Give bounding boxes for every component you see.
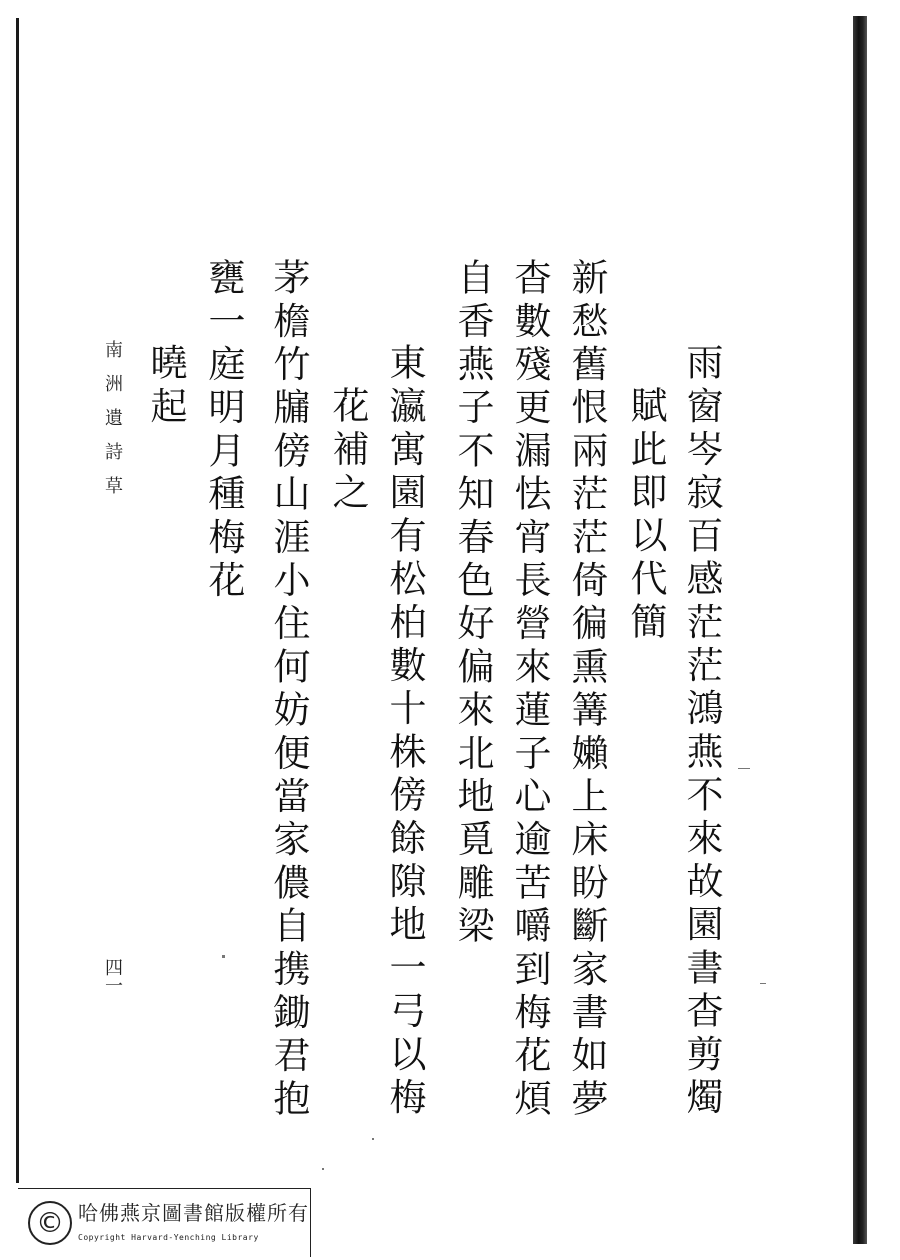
copyright-english: Copyright Harvard-Yenching Library	[78, 1233, 259, 1242]
text-column-9: 甕一庭明月種梅花	[202, 258, 245, 604]
text-column-1: 雨窗岑寂百感茫茫鴻燕不來故園書杳剪燭	[680, 343, 723, 1121]
copyright-watermark	[18, 1188, 311, 1257]
text-column-2: 賦此即以代簡	[624, 386, 667, 646]
text-column-10: 曉起	[144, 343, 187, 430]
scan-speck	[372, 1138, 374, 1140]
running-title: 南洲遺詩草	[102, 340, 123, 510]
text-column-6: 東瀛寓園有松柏數十株傍餘隙地一弓以梅	[383, 343, 426, 1121]
copyright-symbol: ©	[28, 1201, 72, 1245]
page-number: 四一	[102, 958, 123, 994]
scan-speck	[760, 983, 766, 984]
text-column-5: 自香燕子不知春色好偏來北地覓雕梁	[451, 258, 494, 950]
scan-speck	[738, 768, 750, 769]
copyright-text: 哈佛燕京圖書館版權所有	[78, 1201, 309, 1225]
text-column-7: 花補之	[326, 386, 369, 516]
scan-speck	[322, 1168, 324, 1170]
text-column-8: 茅檐竹牖傍山涯小住何妨便當家儂自携鋤君抱	[267, 258, 310, 1122]
text-column-3: 新愁舊恨兩茫茫倚徧熏篝嬾上床盼斷家書如夢	[565, 258, 608, 1122]
text-column-4: 杳數殘更漏怯宵長營來蓮子心逾苦嚼到梅花煩	[508, 258, 551, 1122]
left-margin-rule	[16, 18, 19, 1183]
scan-speck	[222, 955, 225, 958]
book-spine-edge	[853, 16, 867, 1244]
